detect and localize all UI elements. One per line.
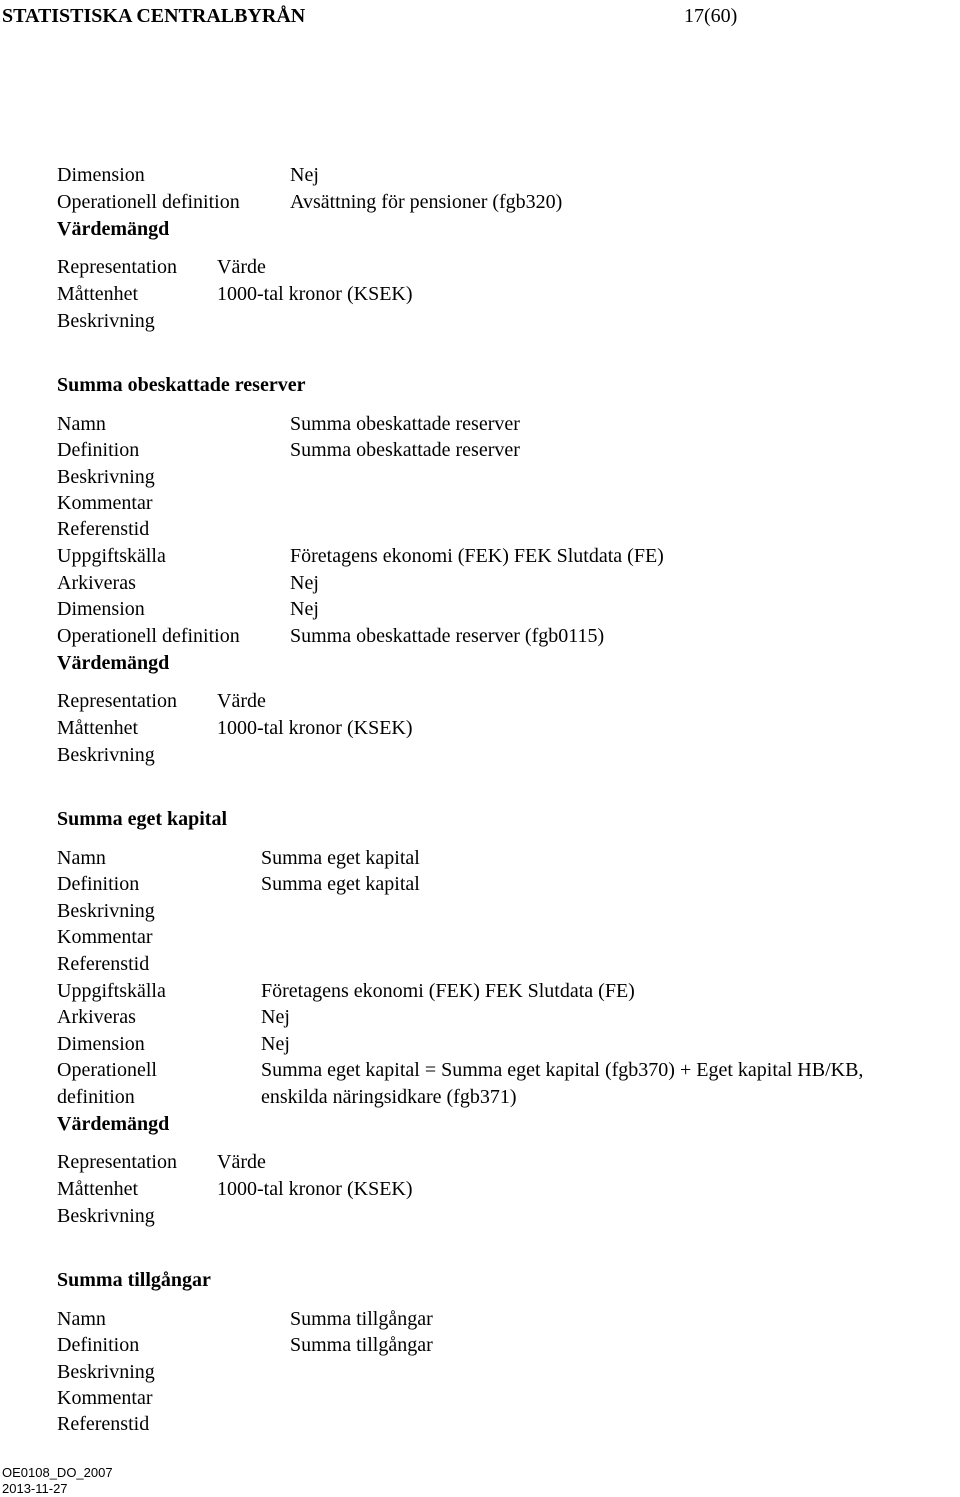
arkiveras-value: Nej (261, 1006, 290, 1028)
mattenhet-label: Måttenhet (57, 283, 139, 305)
opdef-value: Summa obeskattade reserver (fgb0115) (290, 625, 605, 647)
opdef-value: Avsättning för pensioner (fgb320) (290, 191, 563, 213)
mattenhet-label: Måttenhet (57, 1178, 139, 1200)
opdef-label-line1: Operationell (57, 1059, 157, 1081)
representation-value: Värde (217, 1151, 266, 1173)
referenstid-label: Referenstid (57, 518, 150, 540)
representation-label: Representation (57, 690, 177, 712)
referenstid-label: Referenstid (57, 1413, 150, 1435)
namn-value: Summa obeskattade reserver (290, 413, 520, 435)
definition-value: Summa obeskattade reserver (290, 439, 520, 461)
section-title: Summa tillgångar (57, 1269, 211, 1291)
beskrivning-label: Beskrivning (57, 900, 155, 922)
namn-label: Namn (57, 1308, 106, 1330)
mattenhet-value: 1000-tal kronor (KSEK) (217, 1178, 413, 1200)
dimension-value: Nej (290, 598, 319, 620)
dimension-label: Dimension (57, 1033, 145, 1055)
organization-name: STATISTISKA CENTRALBYRÅN (2, 5, 306, 27)
beskrivning-label: Beskrivning (57, 744, 155, 766)
mattenhet-value: 1000-tal kronor (KSEK) (217, 283, 413, 305)
dimension-label: Dimension (57, 598, 145, 620)
document-code: OE0108_DO_2007 (2, 1465, 113, 1480)
opdef-label: Operationell definition (57, 625, 240, 647)
dimension-value: Nej (290, 164, 319, 186)
opdef-value-line2: enskilda näringsidkare (fgb371) (261, 1086, 517, 1108)
mattenhet-label: Måttenhet (57, 717, 139, 739)
opdef-label: Operationell definition (57, 191, 240, 213)
beskrivning-label: Beskrivning (57, 1361, 155, 1383)
representation-label: Representation (57, 1151, 177, 1173)
vardemangd-heading: Värdemängd (57, 1113, 170, 1135)
kommentar-label: Kommentar (57, 1387, 153, 1409)
uppgiftskalla-value: Företagens ekonomi (FEK) FEK Slutdata (FE) (261, 980, 635, 1002)
definition-label: Definition (57, 1334, 140, 1356)
representation-value: Värde (217, 256, 266, 278)
section-title: Summa obeskattade reserver (57, 374, 306, 396)
namn-value: Summa tillgångar (290, 1308, 433, 1330)
uppgiftskalla-value: Företagens ekonomi (FEK) FEK Slutdata (FE) (290, 545, 664, 567)
page-number: 17(60) (684, 5, 738, 27)
namn-label: Namn (57, 847, 106, 869)
kommentar-label: Kommentar (57, 492, 153, 514)
uppgiftskalla-label: Uppgiftskälla (57, 545, 166, 567)
arkiveras-value: Nej (290, 572, 319, 594)
namn-label: Namn (57, 413, 106, 435)
document-date: 2013-11-27 (2, 1481, 68, 1496)
mattenhet-value: 1000-tal kronor (KSEK) (217, 717, 413, 739)
vardemangd-heading: Värdemängd (57, 218, 170, 240)
referenstid-label: Referenstid (57, 953, 150, 975)
vardemangd-heading: Värdemängd (57, 652, 170, 674)
beskrivning-label: Beskrivning (57, 310, 155, 332)
definition-label: Definition (57, 873, 140, 895)
definition-value: Summa eget kapital (261, 873, 420, 895)
opdef-value-line1: Summa eget kapital = Summa eget kapital (fgb370) + Eget kapital HB/KB, (261, 1059, 864, 1081)
namn-value: Summa eget kapital (261, 847, 420, 869)
representation-value: Värde (217, 690, 266, 712)
arkiveras-label: Arkiveras (57, 1006, 136, 1028)
beskrivning-label: Beskrivning (57, 1205, 155, 1227)
arkiveras-label: Arkiveras (57, 572, 136, 594)
kommentar-label: Kommentar (57, 926, 153, 948)
section-title: Summa eget kapital (57, 808, 227, 830)
opdef-label-line2: definition (57, 1086, 135, 1108)
uppgiftskalla-label: Uppgiftskälla (57, 980, 166, 1002)
definition-label: Definition (57, 439, 140, 461)
beskrivning-label: Beskrivning (57, 466, 155, 488)
definition-value: Summa tillgångar (290, 1334, 433, 1356)
dimension-label: Dimension (57, 164, 145, 186)
dimension-value: Nej (261, 1033, 290, 1055)
representation-label: Representation (57, 256, 177, 278)
